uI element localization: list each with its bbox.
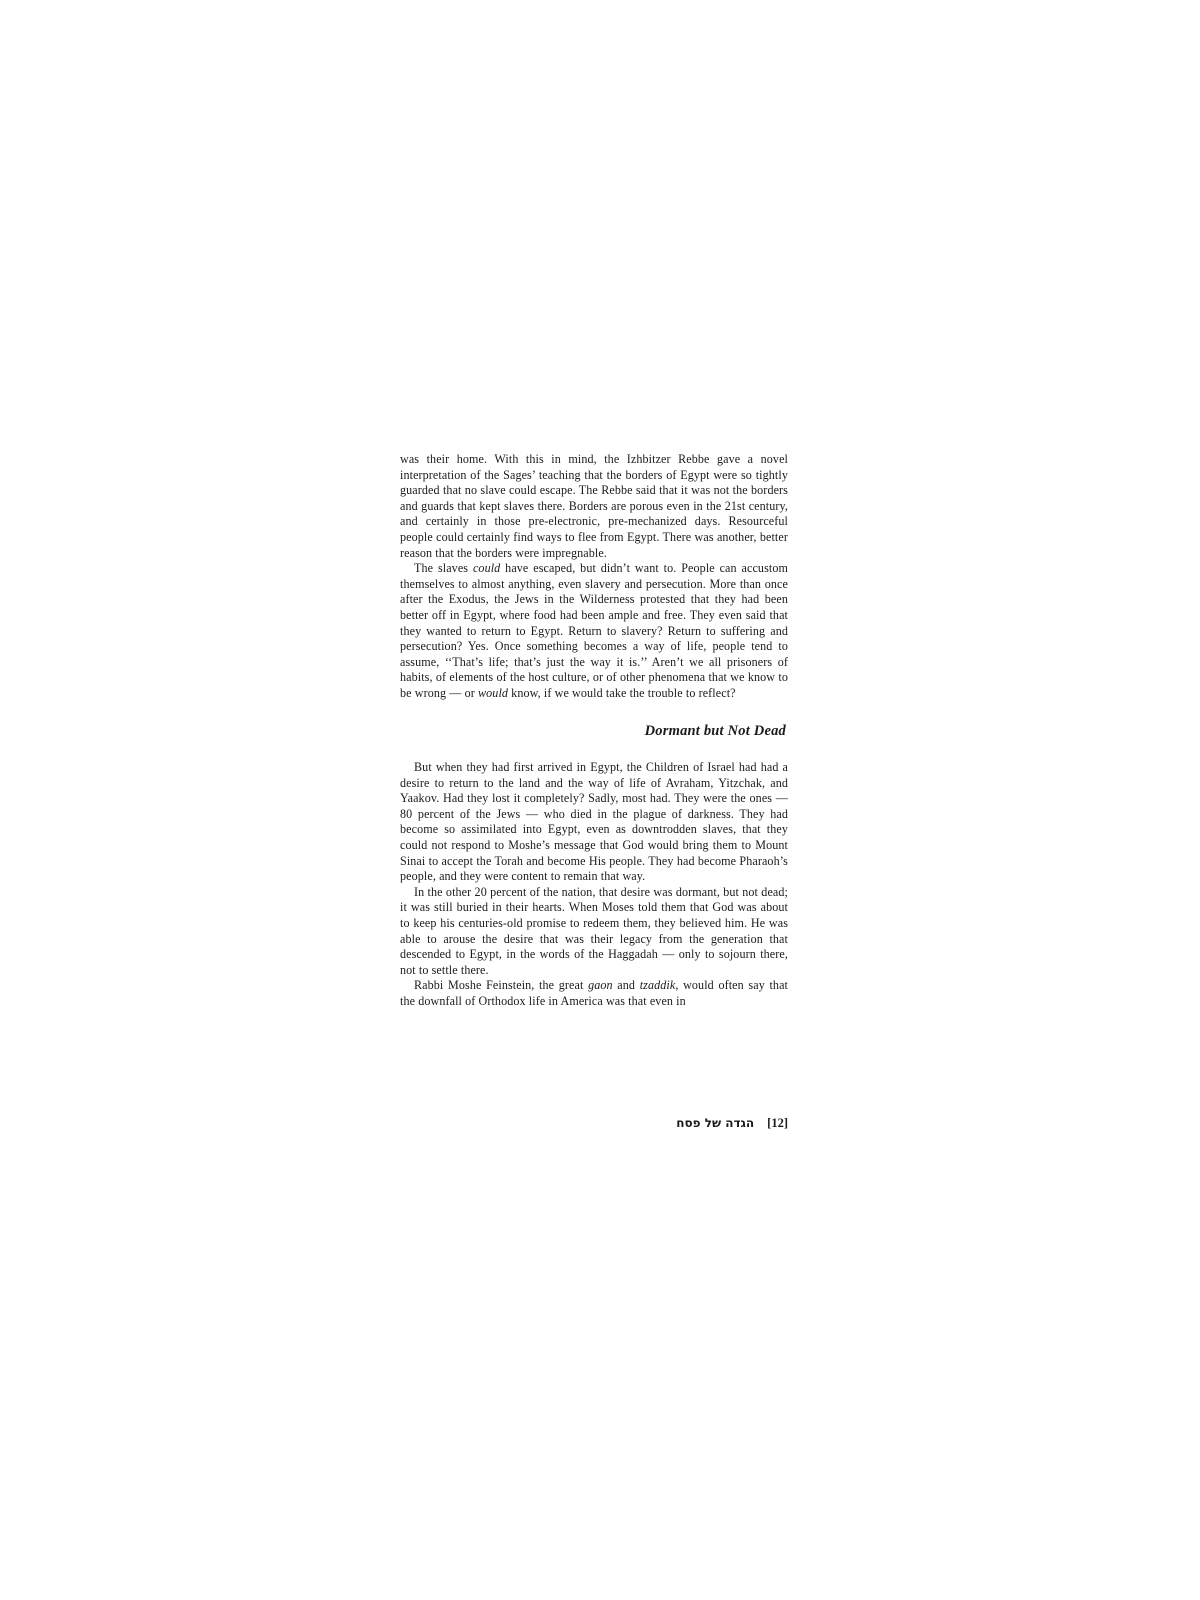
- body-text: and: [612, 978, 640, 993]
- body-text: The slaves: [414, 561, 473, 576]
- hebrew-running-title: הגדה של פסח: [676, 1116, 755, 1130]
- page-number: [12]: [767, 1116, 788, 1130]
- paragraph: [400, 452, 788, 561]
- paragraph: [400, 561, 788, 701]
- body-text: was their home. With this in mind, the Izhbitzer Rebbe gave a novel interpretation of the Sages’ teaching that the borders of Egypt were so tightly guarded that no slave could escape. The Rebbe said that it was not the borders and guards that kept slaves there. Borders are porous even in the 21st century, and certainly in those pre-electronic, pre-mechanized days. Resourceful people could certainly find ways to flee from Egypt. There was another, better reason that the borders were impregnable.: [400, 452, 788, 560]
- italic-text: tzaddik: [639, 978, 676, 993]
- body-text: know, if we would take the trouble to reflect?: [508, 685, 736, 700]
- body-text: In the other 20 percent of the nation, that desire was dormant, but not dead; it was still buried in their hearts. When Moses told them that God was about to keep his centuries-old promise to redeem them, they believed him. He was able to arouse the desire that was their legacy from the generation that descended to Egypt, in the words of the Haggadah — only to sojourn there, not to settle there.: [400, 884, 788, 977]
- body-text: have escaped, but didn’t want to. People can accustom themselves to almost anything, even slavery and persecution. More than once after the Exodus, the Jews in the Wilderness protested that they had been better off in Egypt, where food had been ample and free. They even said that they wanted to return to Egypt. Return to slavery? Return to suffering and persecution? Yes. Once something becomes a way of life, people tend to assume, ‘‘That’s life; that’s just the way it is.’’ Aren’t we all prisoners of habits, of elements of the host culture, or of other phenomena that we know to be wrong — or: [400, 561, 788, 700]
- body-paragraphs-bottom: [400, 760, 788, 1010]
- page-footer: [400, 1116, 788, 1131]
- section-heading: Dormant but Not Dead: [644, 722, 786, 739]
- paragraph: [400, 885, 788, 979]
- paragraph: [400, 978, 788, 1009]
- body-text: , would often say that the downfall of Orthodox life in America was that even in: [400, 978, 789, 1008]
- body-paragraphs-top: [400, 452, 788, 702]
- italic-text: could: [472, 561, 501, 576]
- text-column: [400, 452, 788, 1010]
- italic-text: would: [477, 685, 509, 700]
- italic-text: gaon: [588, 978, 613, 993]
- body-text: Rabbi Moshe Feinstein, the great: [414, 978, 589, 993]
- paragraph: [400, 760, 788, 885]
- body-text: But when they had first arrived in Egypt, the Children of Israel had had a desire to return to the land and the way of life of Avraham, Yitzchak, and Yaakov. Had they lost it completely? Sadly, most had. They were the ones — 80 percent of the Jews — who died in the plague of darkness. They had become so assimilated into Egypt, even as downtrodden slaves, that they could not respond to Moshe’s message that God would bring them to Mount Sinai to accept the Torah and become His people. They had become Pharaoh’s people, and they were content to remain that way.: [400, 760, 788, 884]
